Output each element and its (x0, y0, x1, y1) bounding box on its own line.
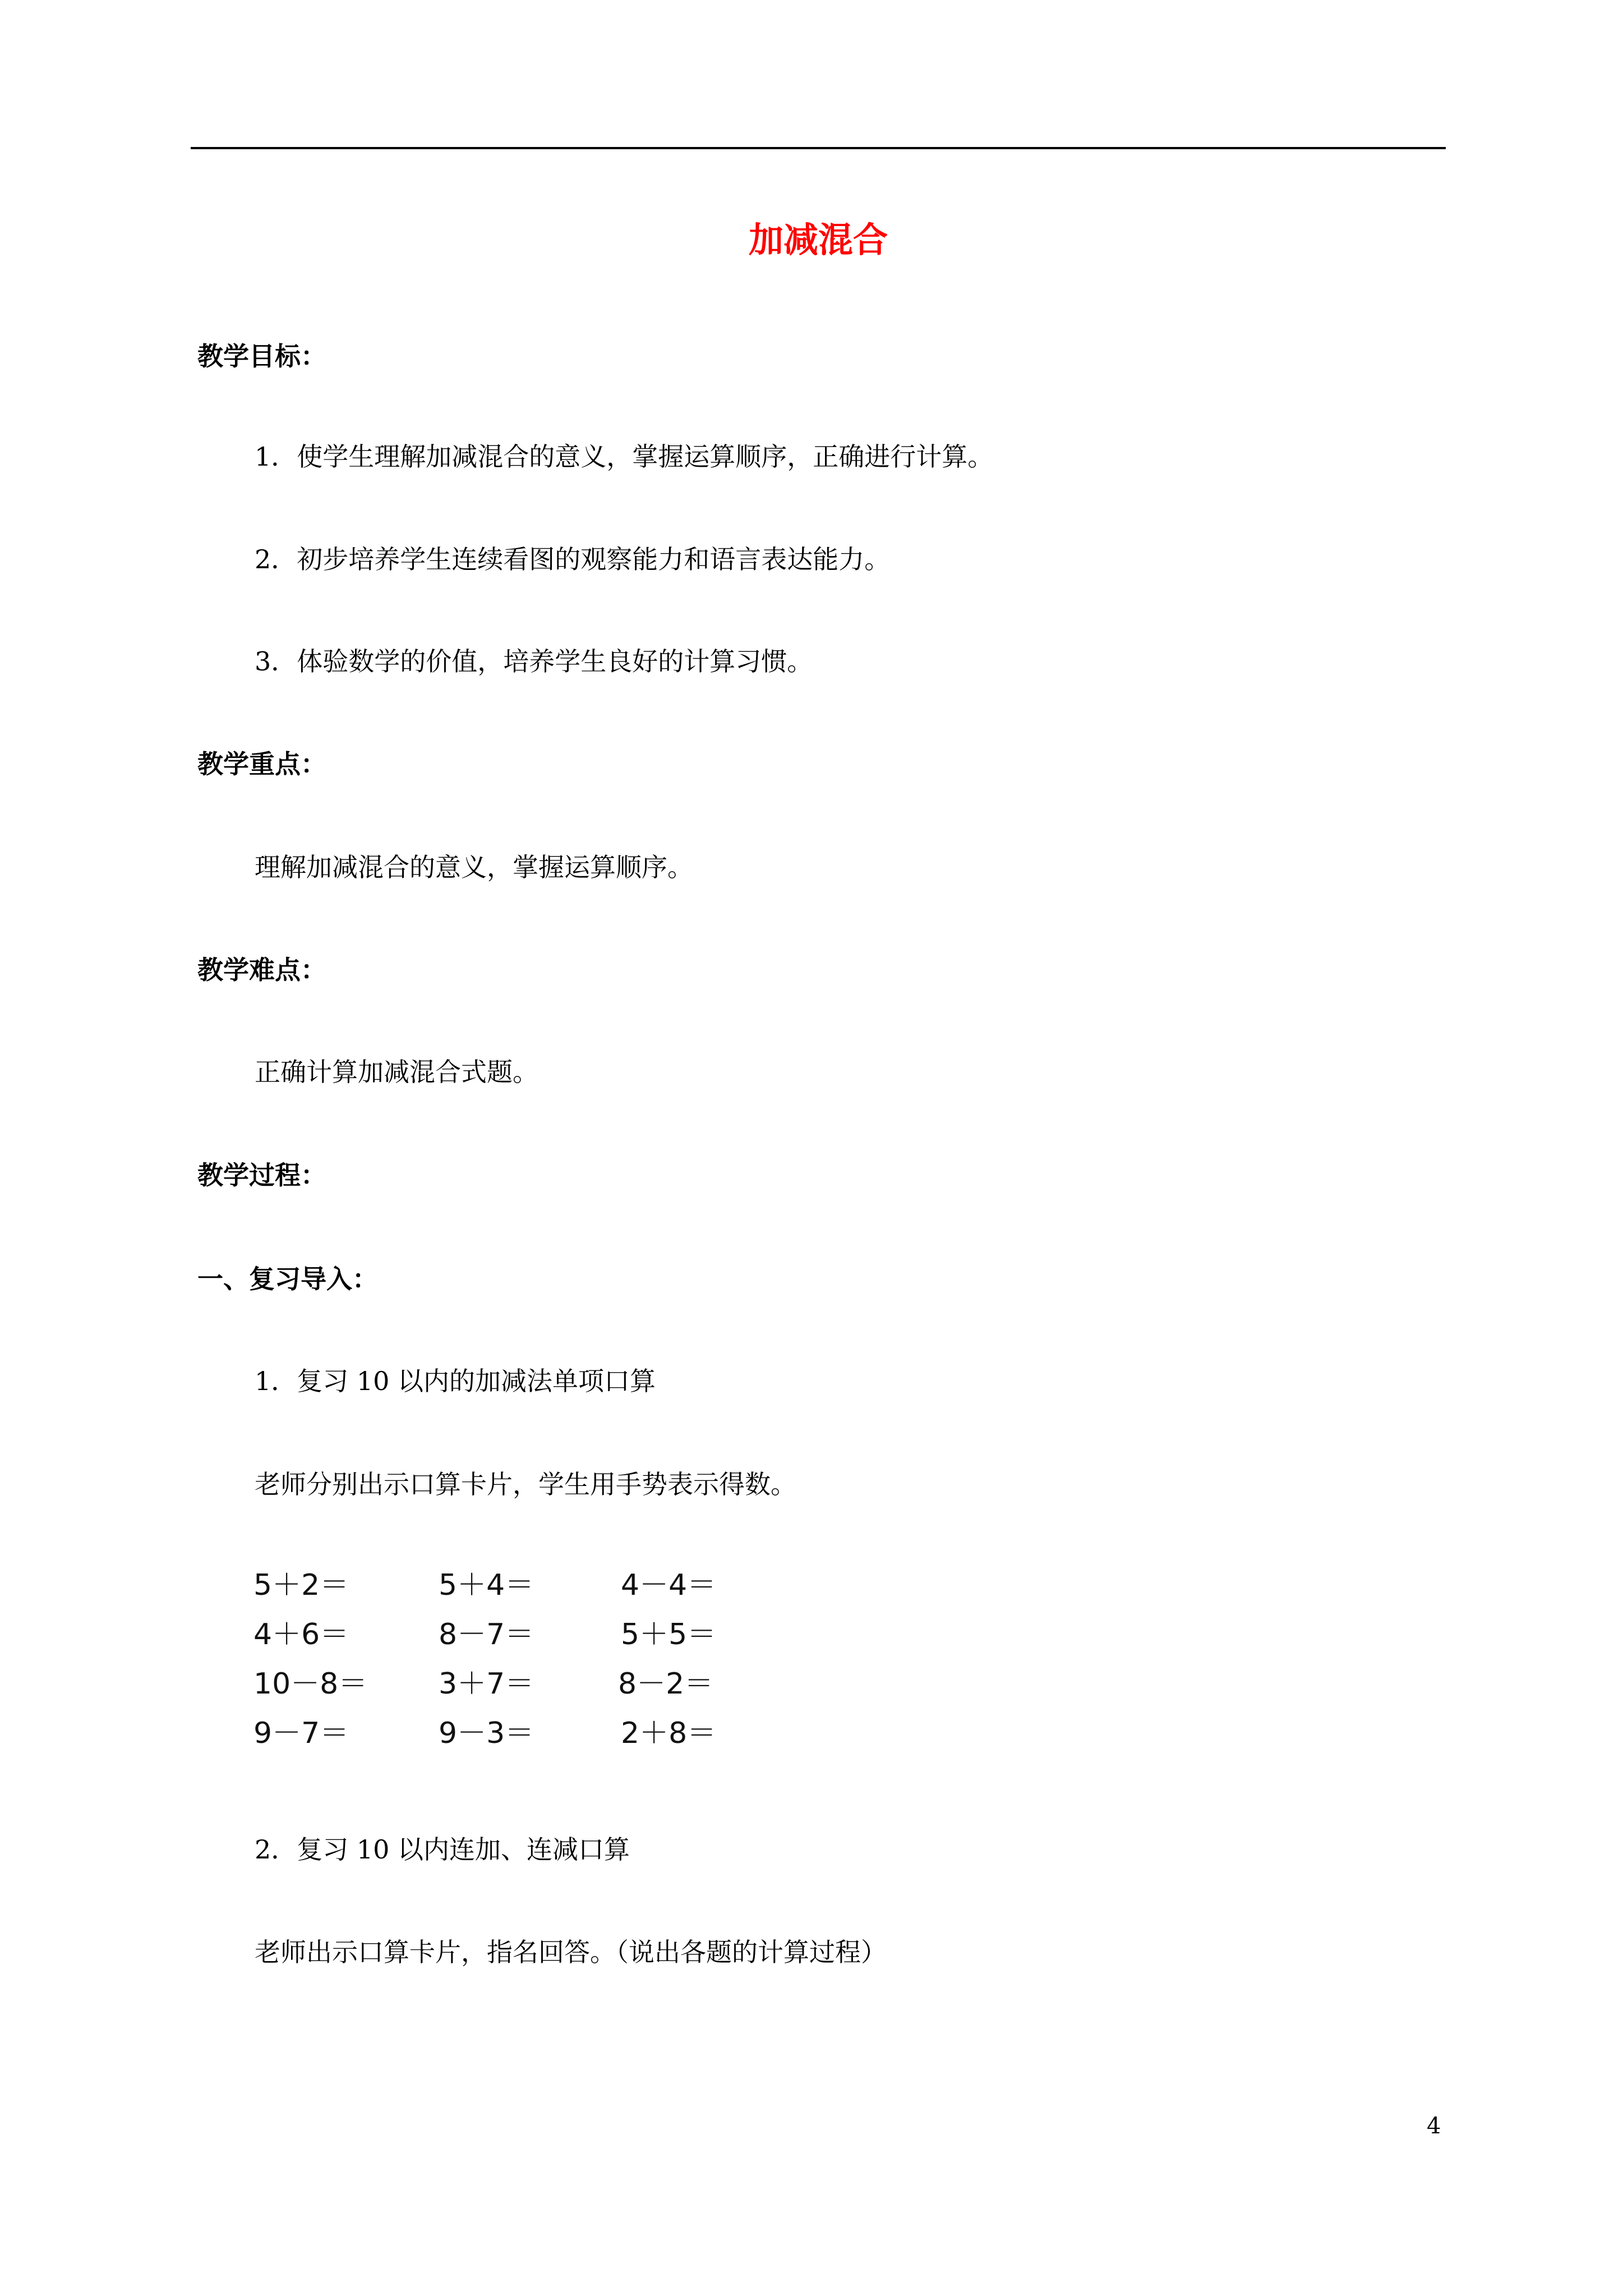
arithmetic-cards (253, 1561, 814, 1758)
arithmetic-problem: 3＋7＝ (439, 1667, 534, 1701)
goal-item-1: 1．使学生理解加减混合的意义，掌握运算顺序，正确进行计算。 (255, 441, 994, 472)
review-item-2: 2．复习 10 以内连加、连减口算 (255, 1834, 630, 1865)
arithmetic-problem: 5＋5＝ (621, 1618, 717, 1651)
process-heading: 教学过程： (197, 1160, 326, 1190)
arithmetic-problem: 4＋6＝ (253, 1618, 349, 1651)
arithmetic-row (253, 1659, 814, 1709)
header-rule (191, 147, 1446, 149)
document-title: 加减混合 (748, 219, 888, 260)
arithmetic-row (253, 1709, 814, 1758)
difficulty-text: 正确计算加减混合式题。 (255, 1057, 538, 1087)
arithmetic-problem: 5＋4＝ (439, 1568, 534, 1602)
arithmetic-row (253, 1561, 814, 1610)
key-points-text: 理解加减混合的意义，掌握运算顺序。 (255, 852, 693, 882)
arithmetic-problem: 2＋8＝ (621, 1717, 717, 1750)
arithmetic-problem: 10－8＝ (253, 1667, 368, 1701)
review-item-1-note: 老师分别出示口算卡片，学生用手势表示得数。 (255, 1469, 796, 1499)
arithmetic-row (253, 1610, 814, 1659)
arithmetic-problem: 5＋2＝ (253, 1568, 349, 1602)
arithmetic-problem: 8－2＝ (618, 1667, 714, 1701)
arithmetic-problem: 8－7＝ (439, 1618, 534, 1651)
review-item-2-note: 老师出示口算卡片，指名回答。（说出各题的计算过程） (255, 1937, 887, 1967)
key-points-heading: 教学重点： (197, 749, 326, 779)
goal-item-2: 2．初步培养学生连续看图的观察能力和语言表达能力。 (255, 544, 891, 574)
goals-heading: 教学目标： (197, 341, 326, 371)
arithmetic-problem: 4－4＝ (621, 1568, 717, 1602)
difficulty-heading: 教学难点： (197, 955, 326, 985)
review-item-1: 1．复习 10 以内的加减法单项口算 (255, 1366, 656, 1396)
goal-item-3: 3．体验数学的价值，培养学生良好的计算习惯。 (255, 646, 813, 677)
arithmetic-problem: 9－7＝ (253, 1717, 349, 1750)
page-number: 4 (1427, 2113, 1441, 2139)
review-heading: 一、复习导入： (197, 1264, 378, 1294)
arithmetic-problem: 9－3＝ (439, 1717, 534, 1750)
